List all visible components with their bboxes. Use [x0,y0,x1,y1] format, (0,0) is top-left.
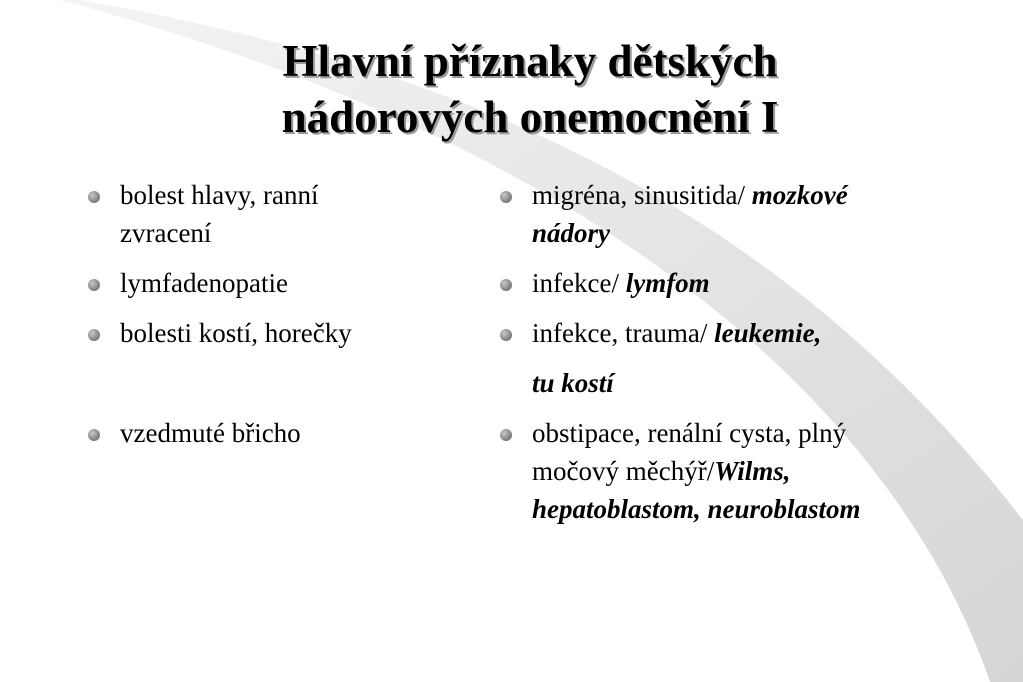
bullet-dot-icon [500,279,512,291]
bullet-dot-icon [88,279,100,291]
causes-list [500,176,1000,528]
cause-plain-text: infekce/ [532,268,626,298]
bullet-dot-icon [500,429,512,441]
cause-text-line-1: obstipace, renální cysta, plný [532,418,847,448]
symptoms-list [88,176,468,452]
diagnosis-text: leukemie, [714,318,822,348]
cause-item [500,414,1000,528]
bullet-dot-icon [500,191,512,203]
cause-plain-text: migréna, sinusitida/ [532,180,752,210]
bullet-dot-icon [88,191,100,203]
cause-plain-text: infekce, trauma/ [532,318,715,348]
cause-text-line-1 [532,176,1000,214]
cause-text-line-1 [532,314,1000,352]
diagnosis-text: mozkové [751,180,848,210]
diagnosis-text: tu kostí [532,368,614,398]
cause-item [500,176,1000,252]
symptom-item [88,314,468,352]
diagnosis-text: Wilms, [714,456,791,486]
cause-plain-text: močový měchýř/ [532,456,715,486]
cause-text-line-1 [532,264,1000,302]
symptom-text: lymfadenopatie [120,268,288,298]
cause-item [500,264,1000,302]
diagnosis-text: hepatoblastom, neuroblastom [532,494,861,524]
symptom-item [88,176,468,252]
symptom-text: bolesti kostí, horečky [120,318,352,348]
bullet-dot-icon [88,429,100,441]
cause-text-line-2 [532,452,1000,490]
symptom-item [88,264,468,302]
symptom-text-line-2: zvracení [120,218,212,248]
diagnosis-text: nádory [532,218,611,248]
symptom-item [88,414,468,452]
symptom-text-line-1: bolest hlavy, ranní [120,180,319,210]
bullet-dot-icon [500,329,512,341]
slide-title [120,33,940,145]
cause-item [500,314,1000,402]
diagnosis-text: lymfom [625,268,710,298]
slide-title-line-2: nádorových onemocnění I [281,92,779,142]
bullet-dot-icon [88,329,100,341]
slide-title-line-1: Hlavní příznaky dětských [282,36,778,86]
symptom-text: vzedmuté břicho [120,418,301,448]
